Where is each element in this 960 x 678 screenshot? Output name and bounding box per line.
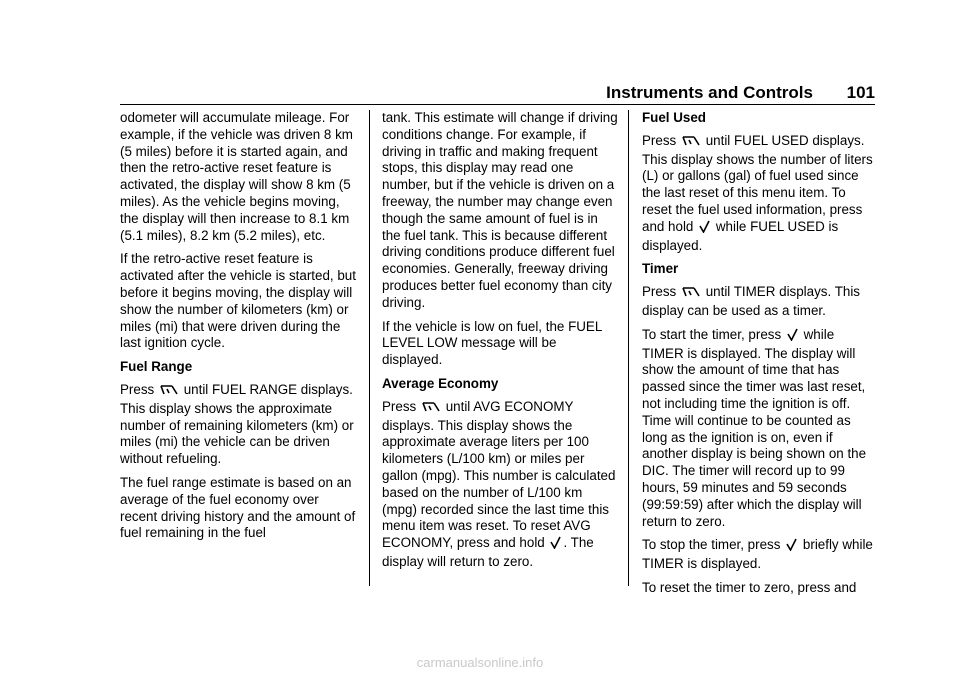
column-divider-1 (369, 110, 370, 586)
column-1 (120, 110, 356, 549)
paragraph: If the retro-active reset feature is activated after the vehicle is started, but before it begins moving, the display will show the number of kilometers (km) or miles (mi) that were driven during the last ignition cycle. (120, 251, 356, 351)
column-3 (642, 110, 878, 604)
text: Press (382, 398, 417, 414)
text: while TIMER is displayed. The display will show the amount of time that has passed since the timer was last reset, not including time the ignition is off. Time will continue to be counted as long as the ignition is on, even if another display is being shown on the DIC. The timer will record up to 99 hours, 59 minutes and 59 seconds (99:59:59) after which the display will return to zero. (642, 326, 867, 529)
heading-average-economy: Average Economy (382, 375, 499, 391)
text: until FUEL RANGE displays. This display shows the approximate number of remaining kilometers (km) or miles (mi) the vehicle can be driven without refueling. (120, 381, 354, 467)
watermark: carmanualsonline.info (416, 655, 544, 670)
paragraph (382, 399, 618, 571)
vehicle-menu-icon (682, 286, 700, 303)
text: until FUEL USED displays. This display shows the number of liters (L) or gallons (gal) of fuel used since the last reset of this menu item. To reset the fuel used information, press and hold (642, 132, 873, 234)
vehicle-menu-icon (422, 401, 440, 418)
section-title: Instruments and Controls (606, 83, 813, 102)
heading-fuel-used: Fuel Used (642, 110, 706, 125)
page-header (120, 80, 875, 108)
text: while FUEL USED is displayed. (642, 218, 839, 253)
text: Press (642, 132, 677, 148)
column-2 (382, 110, 618, 578)
checkmark-icon (550, 536, 561, 554)
text: . The display will return to zero. (382, 535, 594, 569)
page-number: 101 (846, 83, 875, 102)
paragraph (642, 327, 878, 531)
text: until AVG ECONOMY displays. This display shows the approximate average liters per 100 kilometers (L/100 km) or miles per gallon (mpg). This number is calculated based on the number of L/100 km (mpg) recorded since the last time this menu item was reset. To reset AVG ECONOMY, press and hold (382, 398, 616, 551)
paragraph: If the vehicle is low on fuel, the FUEL LEVEL LOW message will be displayed. (382, 318, 602, 368)
paragraph (120, 382, 356, 468)
column-divider-2 (628, 110, 629, 586)
paragraph: odometer will accumulate mileage. For example, if the vehicle was driven 8 km (5 miles) before it is started again, and then the retro-active reset feature is activated, the display will show 8 km (5 miles). As the vehicle begins moving, the display will then increase to 8.1 km (5.1 miles), 8.2 km (5.2 miles), etc. (120, 110, 353, 243)
heading-fuel-range: Fuel Range (120, 359, 193, 375)
checkmark-icon (787, 328, 798, 346)
text: briefly while TIMER is displayed. (642, 537, 873, 572)
vehicle-menu-icon (682, 135, 700, 152)
heading-timer: Timer (642, 261, 679, 277)
paragraph (642, 284, 878, 320)
text: Press (120, 381, 155, 397)
vehicle-menu-icon (160, 384, 178, 401)
header-rule (120, 104, 875, 105)
paragraph (642, 537, 878, 573)
checkmark-icon (699, 220, 710, 238)
checkmark-icon (786, 538, 797, 556)
text: Press (642, 284, 677, 300)
text: To stop the timer, press (642, 537, 781, 553)
text: To start the timer, press (642, 326, 782, 342)
paragraph (642, 133, 878, 255)
text: until TIMER displays. This display can be used as a timer. (642, 284, 860, 318)
paragraph: To reset the timer to zero, press and (642, 579, 857, 595)
paragraph: tank. This estimate will change if driving conditions change. For example, if driving in traffic and making frequent stops, this display may read one number, but if the vehicle is driven on a freeway, the number may change even though the same amount of fuel is in the fuel tank. This is because different driving conditions produce different fuel economies. Generally, freeway driving produces better fuel economy than city driving. (382, 110, 618, 310)
paragraph: The fuel range estimate is based on an average of the fuel economy over recent driving history and the amount of fuel remaining in the fuel (120, 474, 356, 541)
